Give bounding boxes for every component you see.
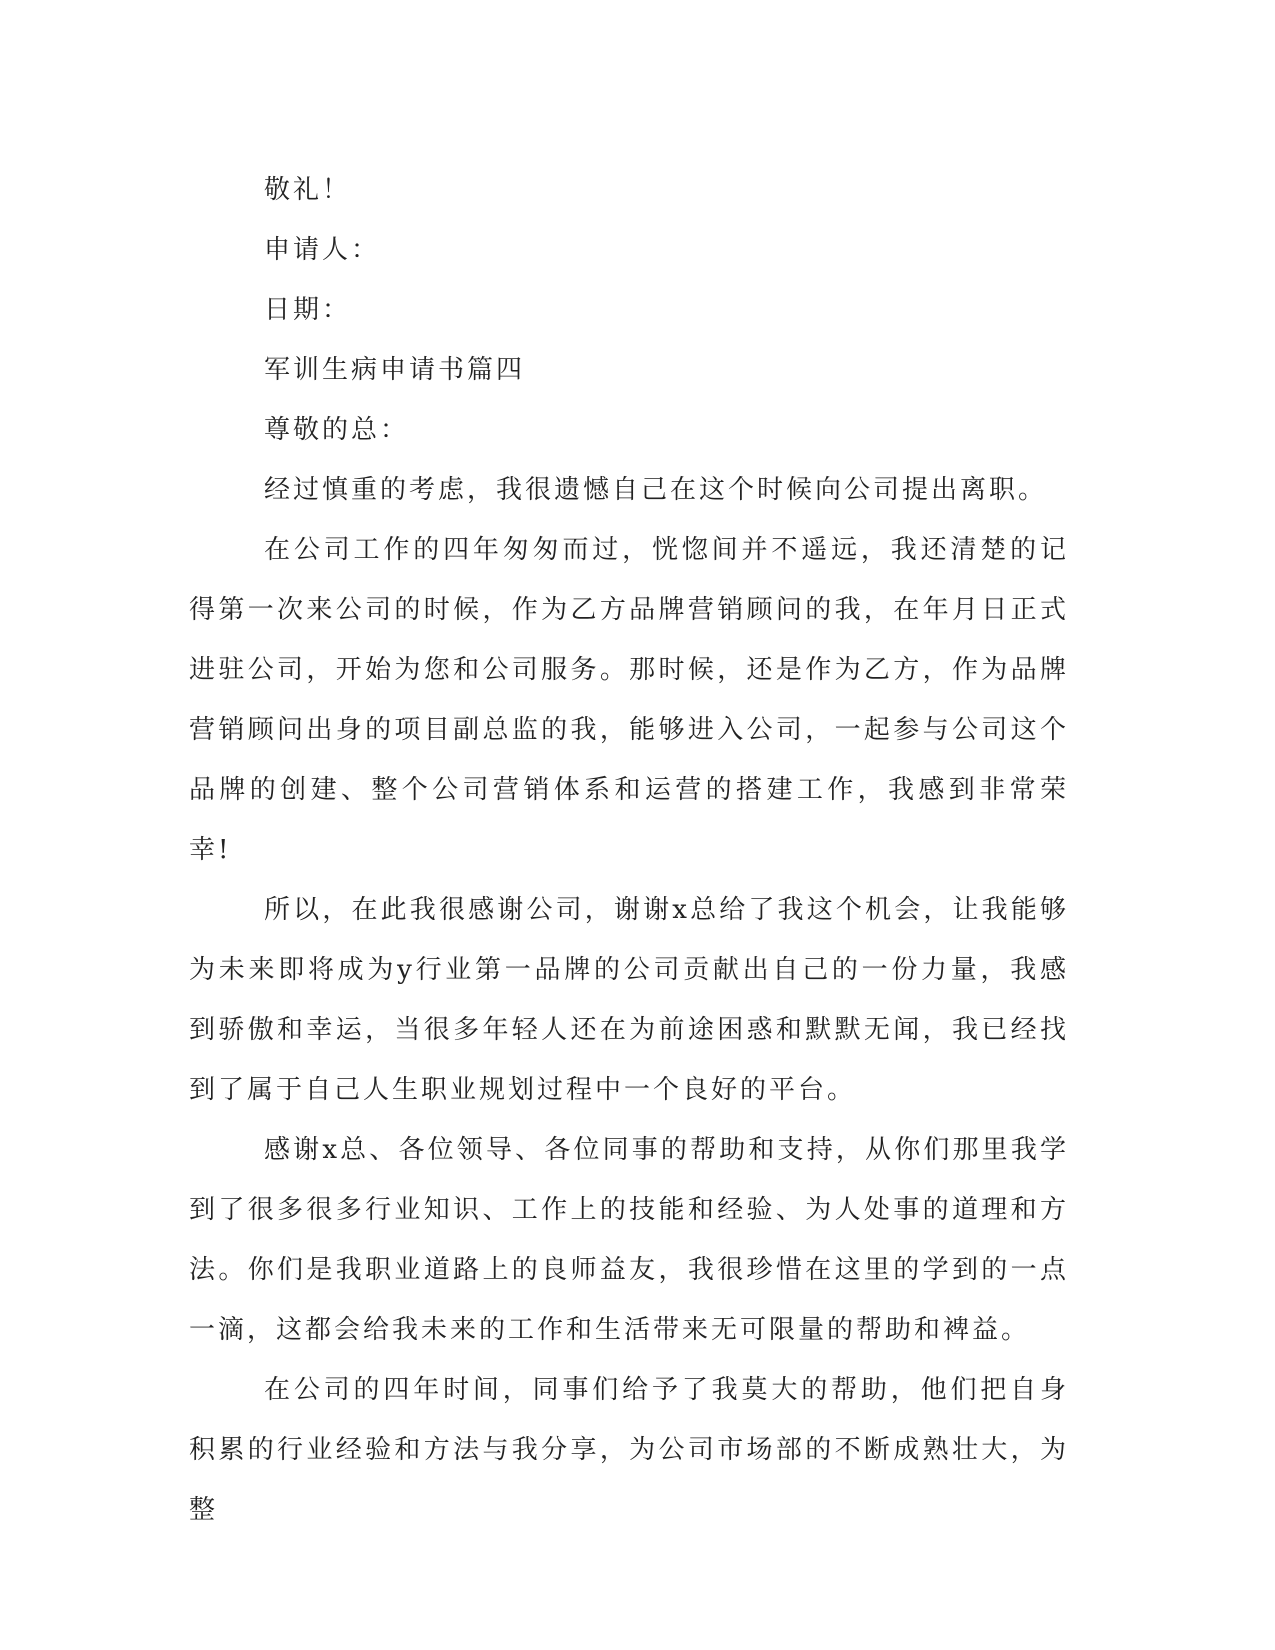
document-body — [189, 160, 1069, 1540]
salutation: 尊敬的总： — [264, 415, 410, 445]
paragraph: 在公司工作的四年匆匆而过，恍惚间并不遥远，我还清楚的记得第一次来公司的时候，作为乙方品牌营销顾问的我，在年月日正式进驻公司，开始为您和公司服务。那时候，还是作为乙方，作为品牌营销顾问出身的项目副总监的我，能够进入公司，一起参与公司这个品牌的创建、整个公司营销体系和运营的搭建工作，我感到非常荣幸! — [189, 535, 1069, 865]
paragraph: 经过慎重的考虑，我很遗憾自己在这个时候向公司提出离职。 — [264, 475, 1048, 505]
section-title: 军训生病申请书篇四 — [264, 355, 526, 385]
paragraph: 所以，在此我很感谢公司，谢谢x总给了我这个机会，让我能够为未来即将成为y行业第一品牌的公司贡献出自己的一份力量，我感到骄傲和幸运，当很多年轻人还在为前途困惑和默默无闻，我已经找到了属于自己人生职业规划过程中一个良好的平台。 — [189, 895, 1069, 1105]
paragraph: 在公司的四年时间，同事们给予了我莫大的帮助，他们把自身积累的行业经验和方法与我分享，为公司市场部的不断成熟壮大，为整 — [189, 1375, 1069, 1525]
closing-text: 敬礼！ — [264, 175, 352, 205]
applicant-label: 申请人： — [264, 235, 381, 265]
paragraph: 感谢x总、各位领导、各位同事的帮助和支持，从你们那里我学到了很多很多行业知识、工作上的技能和经验、为人处事的道理和方法。你们是我职业道路上的良师益友，我很珍惜在这里的学到的一点一滴，这都会给我未来的工作和生活带来无可限量的帮助和裨益。 — [189, 1135, 1069, 1345]
date-label: 日期： — [264, 295, 352, 325]
